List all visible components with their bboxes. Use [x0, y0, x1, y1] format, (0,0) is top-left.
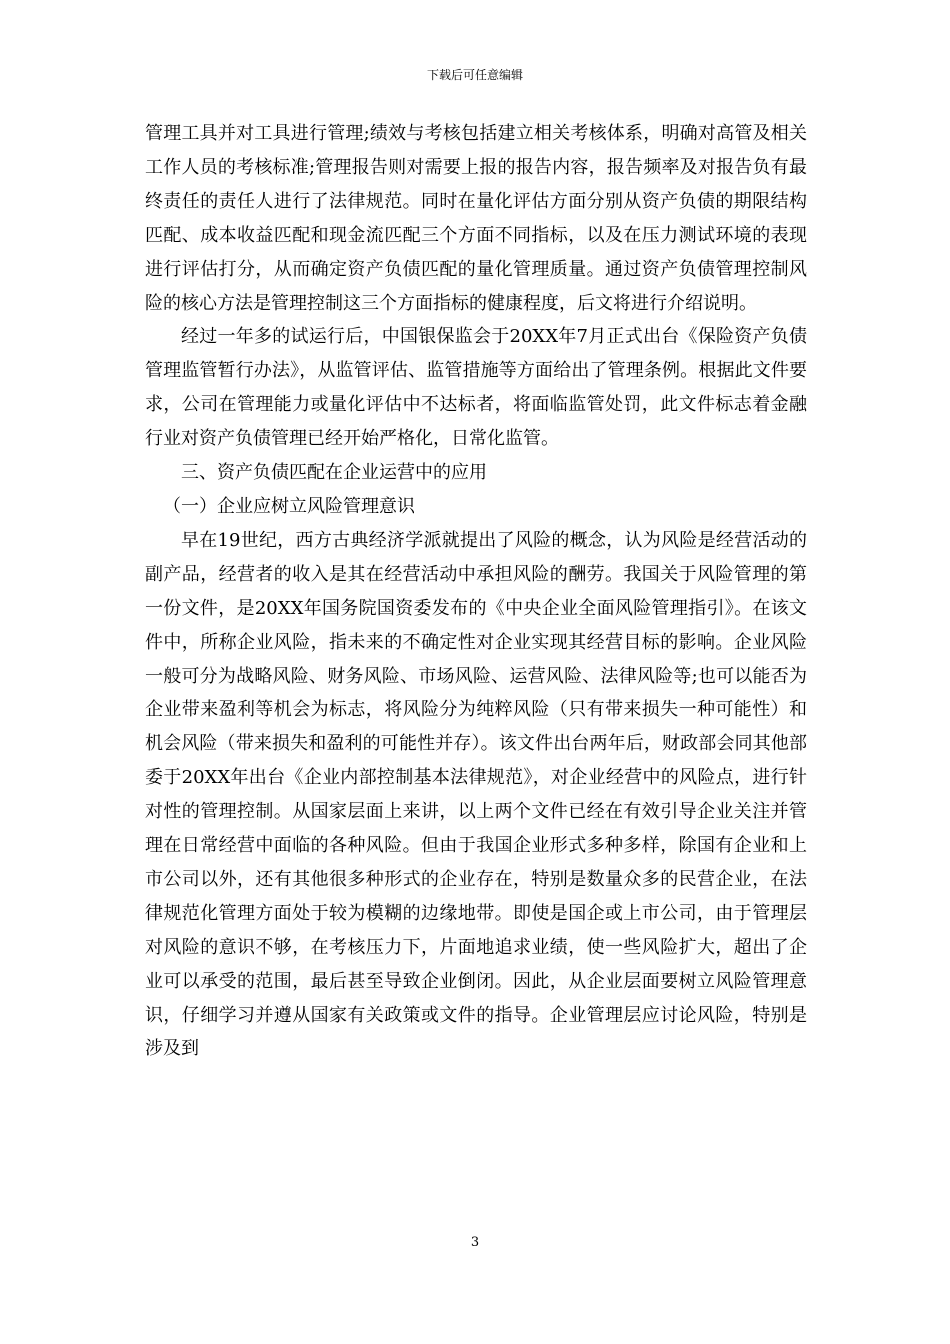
page-body	[145, 117, 807, 1066]
subsection-heading: （一）企业应树立风险管理意识	[163, 495, 415, 517]
body-paragraph: 早在19世纪，西方古典经济学派就提出了风险的概念，认为风险是经营活动的副产品，经营者的收入是其在经营活动中承担风险的酬劳。我国关于风险管理的第一份文件，是20XX年国务院国资委发布的《中央企业全面风险管理指引》。在该文件中，所称企业风险，指未来的不确定性对企业实现其经营目标的影响。企业风险一般可分为战略风险、财务风险、市场风险、运营风险、法律风险等;也可以能否为企业带来盈利等机会为标志，将风险分为纯粹风险（只有带来损失一种可能性）和机会风险（带来损失和盈利的可能性并存）。该文件出台两年后，财政部会同其他部委于20XX年出台《企业内部控制基本法律规范》，对企业经营中的风险点，进行针对性的管理控制。从国家层面上来讲，以上两个文件已经在有效引导企业关注并管理在日常经营中面临的各种风险。但由于我国企业形式多种多样，除国有企业和上市公司以外，还有其他很多种形式的企业存在，特别是数量众多的民营企业，在法律规范化管理方面处于较为模糊的边缘地带。即使是国企或上市公司，由于管理层对风险的意识不够，在考核压力下，片面地追求业绩，使一些风险扩大，超出了企业可以承受的范围，最后甚至导致企业倒闭。因此，从企业层面要树立风险管理意识，仔细学习并遵从国家有关政策或文件的指导。企业管理层应讨论风险，特别是涉及到	[145, 529, 807, 1060]
page-header: 下载后可任意编辑	[426, 68, 523, 82]
body-paragraph-continued: 管理工具并对工具进行管理;绩效与考核包括建立相关考核体系，明确对高管及相关工作人员的考核标准;管理报告则对需要上报的报告内容，报告频率及对报告负有最终责任的责任人进行了法律规范。同时在量化评估方面分别从资产负债的期限结构匹配、成本收益匹配和现金流匹配三个方面不同指标，以及在压力测试环境的表现进行评估打分，从而确定资产负债匹配的量化管理质量。通过资产负债管理控制风险的核心方法是管理控制这三个方面指标的健康程度，后文将进行介绍说明。	[145, 123, 807, 314]
page-number: 3	[470, 1235, 480, 1250]
body-paragraph: 经过一年多的试运行后，中国银保监会于20XX年7月正式出台《保险资产负债管理监管暂行办法》，从监管评估、监管措施等方面给出了管理条例。根据此文件要求，公司在管理能力或量化评估中不达标者，将面临监管处罚，此文件标志着金融行业对资产负债管理已经开始严格化，日常化监管。	[145, 326, 807, 450]
section-heading: 三、资产负债匹配在企业运营中的应用	[181, 462, 487, 484]
